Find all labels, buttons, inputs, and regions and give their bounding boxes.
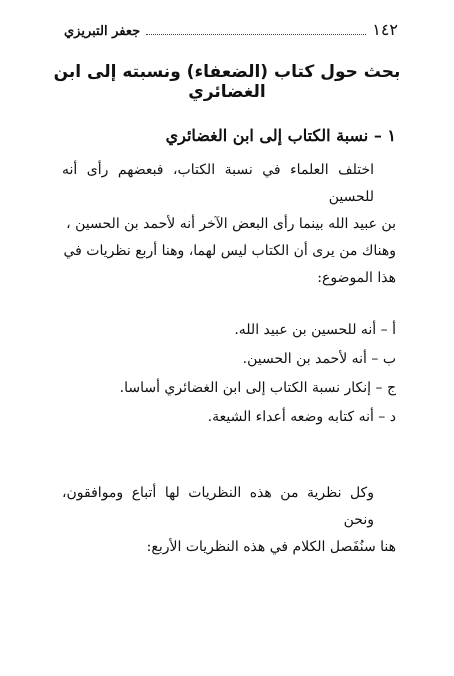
paragraph-line: وهناك من يرى أن الكتاب ليس لهما، وهنا أربع نظريات في [63, 243, 396, 259]
theories-list [60, 316, 396, 432]
dotted-leader [146, 34, 366, 35]
section-heading: ١ – نسبة الكتاب إلى ابن الغضائري [165, 126, 396, 145]
paragraph-line: هذا الموضوع: [317, 270, 396, 286]
intro-paragraph [62, 157, 396, 292]
list-item: أ – أنه للحسين بن عبيد الله. [234, 322, 396, 338]
list-item: د – أنه كتابه وضعه أعداء الشيعة. [207, 409, 396, 425]
list-item: ب – أنه لأحمد بن الحسين. [242, 351, 396, 367]
paragraph-line: هنا سنُفَصل الكلام في هذه النظريات الأربع: [146, 539, 396, 555]
paragraph-line: وكل نظرية من هذه النظريات لها أتباع وموافقون، ونحن [62, 485, 374, 528]
page-number: ١٤٢ [372, 20, 398, 39]
closing-paragraph [62, 480, 396, 561]
running-header [60, 20, 398, 39]
author-name: جعفر التبريزي [64, 24, 141, 39]
paragraph-line: اختلف العلماء في نسبة الكتاب، فبعضهم رأى أنه للحسين [62, 162, 374, 205]
list-item: ج – إنكار نسبة الكتاب إلى ابن الغضائري أساسا. [119, 380, 396, 396]
chapter-title: بحث حول كتاب (الضعفاء) ونسبته إلى ابن الغضائري [53, 62, 401, 102]
paragraph-line: بن عبيد الله بينما رأى البعض الآخر أنه لأحمد بن الحسين ، [66, 216, 396, 232]
